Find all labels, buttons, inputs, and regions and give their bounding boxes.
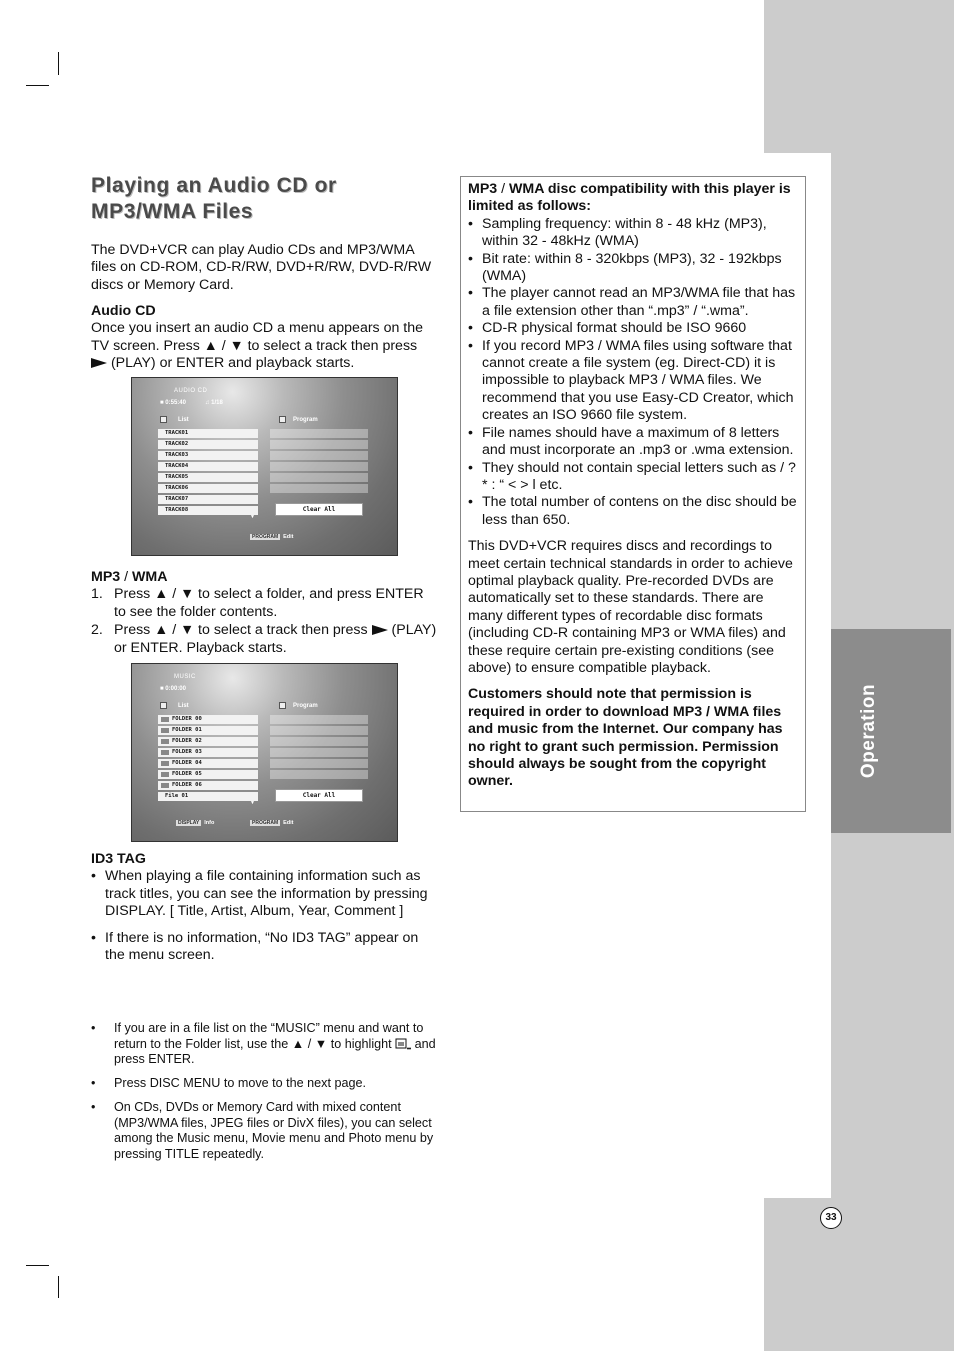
- crop-mark: [26, 1265, 49, 1266]
- disc-icon: ■: [160, 400, 164, 406]
- screen-track-count-value: 1/18: [211, 400, 223, 406]
- screen-footer-edit: [250, 820, 294, 826]
- screen-list-item: TRACK01: [158, 429, 258, 438]
- screen-list-label: List: [178, 703, 189, 709]
- crop-mark: [58, 52, 59, 75]
- screen-folder-label: FOLDER 01: [172, 727, 202, 733]
- folder-icon: [161, 717, 169, 722]
- id3-heading: ID3 TAG: [91, 851, 146, 867]
- box-heading-sep: /: [497, 181, 509, 197]
- program-slot: [270, 715, 368, 724]
- step-text: (PLAY) or ENTER. Playback starts.: [114, 622, 437, 656]
- screen-track-count: [205, 400, 223, 406]
- program-slot: [270, 484, 368, 493]
- checkbox-icon: [160, 416, 167, 423]
- id3-bullet: • When playing a file containing information such as track titles, you can see the information by pressing DISPLAY. [ Title, Artist, Album, Year, Comment ]: [91, 868, 439, 920]
- box-list-item: • File names should have a maximum of 8 letters and must incorporate an .mp3 or .wma extension.: [468, 425, 799, 460]
- screen-list-item: TRACK04: [158, 462, 258, 471]
- note-text: If you are in a file list on the “MUSIC” menu and want to return to the Folder list, use the ▲ / ▼ to highlight: [114, 1021, 424, 1051]
- crop-mark: [58, 1276, 59, 1298]
- notes-section: [91, 1021, 439, 1162]
- id3-list: [91, 868, 439, 964]
- step-number: 1.: [91, 586, 103, 603]
- mp3-heading-sep: /: [120, 569, 132, 585]
- intro-text: The DVD+VCR can play Audio CDs and MP3/WMA files on CD-ROM, CD-R/RW, DVD+R/RW, DVD-R/RW discs or Memory Card.: [91, 242, 432, 293]
- program-badge: PROGRAM: [252, 820, 279, 826]
- mp3-wma-section: [91, 569, 439, 658]
- screen-info-label: Info: [204, 820, 215, 826]
- box-list-item: • The total number of contens on the disc should be less than 650.: [468, 494, 799, 529]
- program-slot: [270, 440, 368, 449]
- screen-edit-label: Edit: [283, 534, 294, 540]
- audio-cd-text-a: Once you insert an audio CD a menu appears on the TV screen. Press ▲ / ▼ to select a track then press: [91, 320, 424, 354]
- section-tab-label: Operation: [858, 683, 879, 779]
- screen-edit-label: Edit: [283, 820, 294, 826]
- audio-cd-text: [91, 320, 436, 372]
- note-item: [91, 1021, 439, 1068]
- screen-program-label: Program: [293, 703, 318, 709]
- screen-folder-label: FOLDER 05: [172, 771, 202, 777]
- screen-folder-label: FOLDER 00: [172, 716, 202, 722]
- screen-menu-title: MUSIC: [174, 674, 196, 680]
- screen-list-item: TRACK08: [158, 506, 258, 515]
- clear-all-button: Clear All: [275, 503, 363, 516]
- screen-menu-title: AUDIO CD: [174, 388, 208, 394]
- screen-folder-item: [158, 715, 258, 724]
- box-heading: [468, 181, 799, 216]
- step-text: Press ▲ / ▼ to select a track then press: [114, 622, 368, 639]
- program-slot: [270, 770, 368, 779]
- program-slot: [270, 429, 368, 438]
- side-band-bottom: [764, 1198, 954, 1351]
- box-notice: Customers should note that permission is required in order to download MP3 / WMA files and music from the Internet. Our company has no right to grant such permission. Permission should always be sought from the copyright owner.: [468, 686, 783, 790]
- audio-cd-heading: Audio CD: [91, 303, 156, 319]
- folder-icon: [161, 750, 169, 755]
- folder-icon: [161, 772, 169, 777]
- box-list-item: • CD-R physical format should be ISO 9660: [468, 320, 799, 337]
- box-list-item: • If you record MP3 / WMA files using software that cannot create a file system (eg. Direct-CD) it is impossible to playback MP3 / WMA files. We recommend that you use Easy-CD Creator, which creates an ISO 9660 file system.: [468, 338, 799, 425]
- screen-list-item: TRACK05: [158, 473, 258, 482]
- folder-icon: [161, 783, 169, 788]
- screen-folder-item: [158, 748, 258, 757]
- id3-bullet: • If there is no information, “No ID3 TAG” appear on the menu screen.: [91, 930, 439, 965]
- checkbox-icon: [160, 702, 167, 709]
- box-list-item: • They should not contain special letters such as / ? * : “ < > l etc.: [468, 460, 799, 495]
- mp3-step: [91, 586, 439, 621]
- mp3-wma-heading: [91, 569, 439, 586]
- screen-time: [160, 686, 186, 692]
- box-heading-a: MP3: [468, 181, 498, 197]
- mp3-heading-a: MP3: [91, 569, 121, 585]
- screen-folder-item: [158, 737, 258, 746]
- note-item: • On CDs, DVDs or Memory Card with mixed content (MP3/WMA files, JPEG files or DivX files), you can select among the Music menu, Movie menu and Photo menu by pressing TITLE repeatedly.: [91, 1100, 439, 1162]
- mp3-step: [91, 622, 439, 657]
- page-number: 33: [820, 1207, 842, 1229]
- screen-file-item: File 01: [158, 792, 258, 801]
- note-item: • Press DISC MENU to move to the next page.: [91, 1076, 439, 1092]
- display-badge: DISPLAY: [178, 820, 200, 826]
- box-list-item: • Bit rate: within 8 - 320kbps (MP3), 32 - 192kbps (WMA): [468, 251, 799, 286]
- box-list-item: • Sampling frequency: within 8 - 48 kHz (MP3), within 32 - 48kHz (WMA): [468, 216, 799, 251]
- screen-time-value: 0:00:00: [165, 686, 186, 692]
- program-slot: [270, 473, 368, 482]
- screen-list-label: List: [178, 417, 189, 423]
- screen-folder-item: [158, 781, 258, 790]
- scroll-down-icon: ▼: [250, 514, 255, 520]
- play-icon: [91, 355, 107, 371]
- page-title: Playing an Audio CD or MP3/WMA Files: [91, 174, 337, 223]
- box-paragraph: This DVD+VCR requires discs and recordings to meet certain technical standards in order to achieve optimal playback quality. Pre-recorded DVDs are automatically set to these standards. There are many different types of recordable disc formats (including CD-R containing MP3 or WMA files) and these require certain pre-existing conditions (see above) to ensure compatible playback.: [468, 538, 793, 676]
- compatibility-box: [460, 176, 806, 812]
- screen-footer: [250, 534, 294, 540]
- music-note-icon: ♫: [205, 400, 210, 406]
- play-icon: [372, 622, 388, 638]
- screen-list-item: TRACK07: [158, 495, 258, 504]
- box-heading-b: WMA disc compatibility with this player is limited as follows:: [468, 181, 791, 215]
- section-tab: [831, 629, 951, 833]
- screen-time: [160, 400, 186, 406]
- id3-section: [91, 851, 439, 964]
- screen-folder-item: [158, 770, 258, 779]
- screen-list-item: TRACK02: [158, 440, 258, 449]
- disc-icon: ■: [160, 686, 164, 692]
- screen-footer-info: [176, 820, 214, 826]
- notes-list: [91, 1021, 439, 1162]
- program-badge: PROGRAM: [252, 534, 279, 540]
- step-text: Press ▲ / ▼ to select a folder, and press ENTER to see the folder contents.: [114, 586, 424, 620]
- mp3-steps: [91, 586, 439, 657]
- checkbox-icon: [279, 416, 286, 423]
- program-slot: [270, 737, 368, 746]
- box-list-item: • The player cannot read an MP3/WMA file that has a file extension other than “.mp3” / “.wma”.: [468, 285, 799, 320]
- screen-folder-item: [158, 726, 258, 735]
- audio-cd-section: [91, 303, 436, 373]
- folder-up-icon: [395, 1037, 411, 1051]
- clear-all-button: Clear All: [275, 789, 363, 802]
- music-menu-screenshot: [131, 663, 398, 842]
- box-list: [468, 216, 799, 529]
- screen-folder-label: FOLDER 02: [172, 738, 202, 744]
- screen-program-label: Program: [293, 417, 318, 423]
- program-slot: [270, 759, 368, 768]
- step-number: 2.: [91, 622, 103, 639]
- program-slot: [270, 748, 368, 757]
- program-slot: [270, 451, 368, 460]
- screen-folder-label: FOLDER 06: [172, 782, 202, 788]
- screen-folder-label: FOLDER 03: [172, 749, 202, 755]
- program-slot: [270, 726, 368, 735]
- screen-folder-item: [158, 759, 258, 768]
- audio-cd-text-b: (PLAY) or ENTER and playback starts.: [110, 355, 355, 372]
- program-slot: [270, 462, 368, 471]
- crop-mark: [26, 85, 49, 86]
- note-text: and press ENTER.: [114, 1036, 436, 1066]
- folder-icon: [161, 761, 169, 766]
- mp3-heading-b: WMA: [132, 569, 168, 585]
- folder-icon: [161, 728, 169, 733]
- checkbox-icon: [279, 702, 286, 709]
- folder-icon: [161, 739, 169, 744]
- audio-cd-menu-screenshot: [131, 377, 398, 556]
- screen-list-item: TRACK03: [158, 451, 258, 460]
- scroll-down-icon: ▼: [250, 800, 255, 806]
- screen-list-item: TRACK06: [158, 484, 258, 493]
- screen-folder-label: FOLDER 04: [172, 760, 202, 766]
- screen-time-value: 0:55:40: [165, 400, 186, 406]
